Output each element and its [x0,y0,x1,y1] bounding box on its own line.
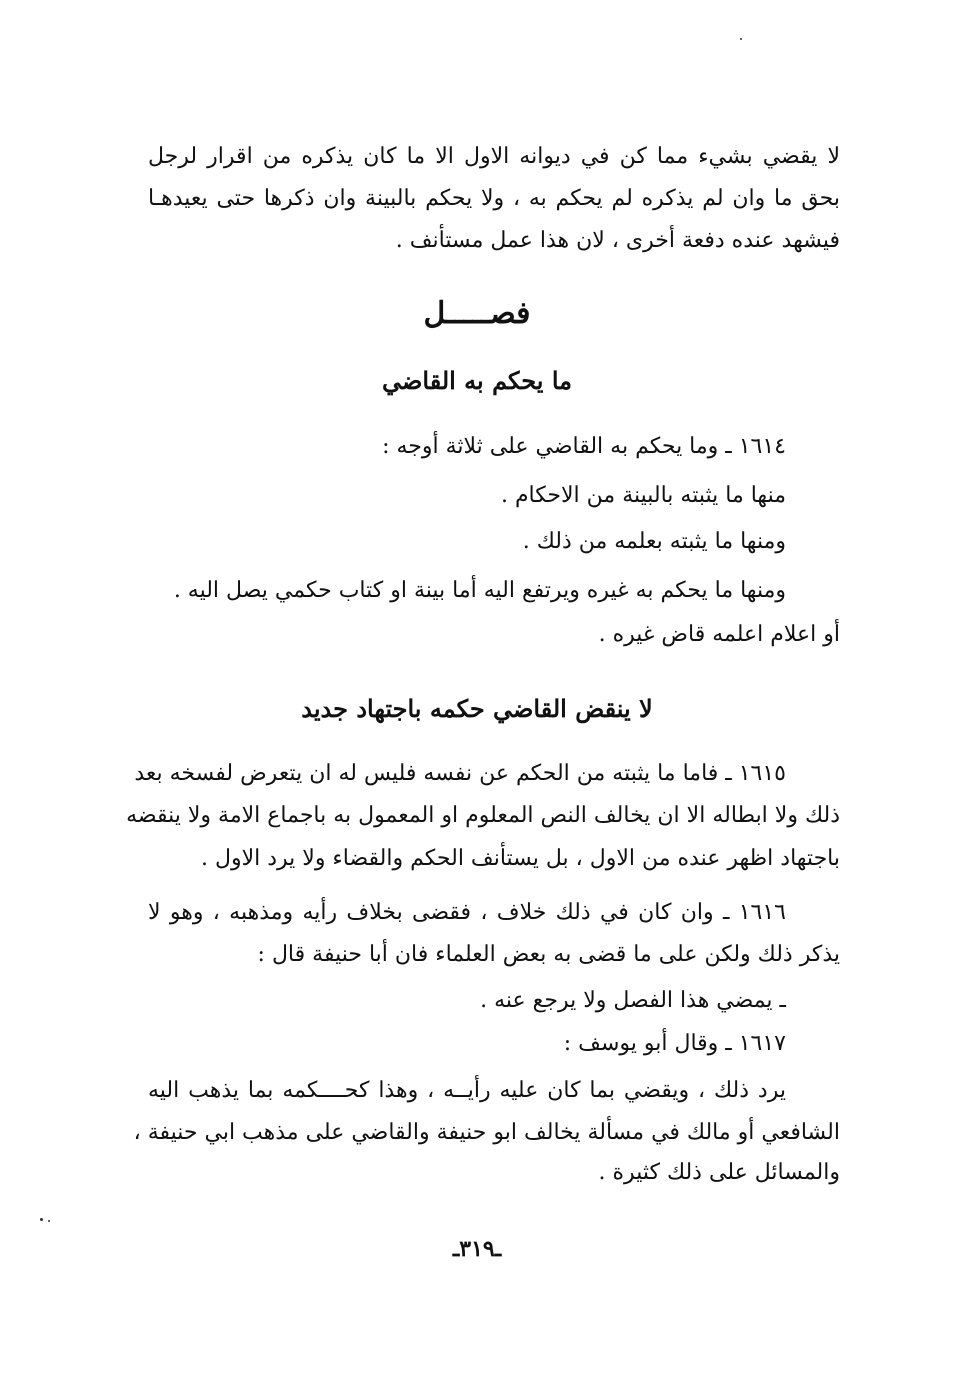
numbered-paragraph-start: ١٦١٦ ـ وان كان في ذلك خلاف ، فقضى بخلاف رأيه ومذهبه ، وهو لا [148,900,786,925]
subheading: ما يحكم به القاضي [382,366,572,395]
scan-speck [48,1220,50,1222]
text-line: ذلك ولا ابطاله الا ان يخالف النص المعلوم او المعمول به باجماع الامة ولا ينقضه [126,803,840,828]
section-heading: فصـــــل [423,296,531,331]
text-line: ومنها ما يحكم به غيره ويرتفع اليه أما بينة او كتاب حكمي يصل اليه . [173,578,786,603]
scan-speck [740,38,742,40]
text-line: ـ يمضي هذا الفصل ولا يرجع عنه . [480,988,786,1013]
text-line: ومنها ما يثبته بعلمه من ذلك . [522,529,786,554]
scan-speck [40,1218,43,1221]
text-line: باجتهاد اظهر عنده من الاول ، بل يستأنف الحكم والقضاء ولا يرد الاول . [200,846,840,871]
text-line: أو اعلام اعلمه قاض غيره . [598,622,840,647]
text-line: لا يقضي بشيء مما كن في ديوانه الاول الا ما كان يذكره من اقرار لرجل [148,144,840,169]
page-number: ـ٣١٩ـ [452,1236,502,1262]
numbered-paragraph-start: ١٦١٥ ـ فاما ما يثبته من الحكم عن نفسه فليس له ان يتعرض لفسخه بعد [134,761,786,786]
numbered-paragraph-start: ١٦١٧ ـ وقال أبو يوسف : [563,1031,786,1056]
text-line: يرد ذلك ، ويقضي بما كان عليه رأيــه ، وهذا كحــــكمه بما يذهب اليه [148,1078,786,1103]
text-line: فيشهد عنده دفعة أخرى ، لان هذا عمل مستأنف . [395,228,840,253]
text-line: يذكر ذلك ولكن على ما قضى به بعض العلماء فان أبا حنيفة قال : [257,942,840,967]
text-line: والمسائل على ذلك كثيرة . [598,1160,840,1185]
subheading: لا ينقض القاضي حكمه باجتهاد جديد [301,694,653,723]
text-line: بحق ما وان لم يذكره لم يحكم به ، ولا يحكم بالبينة وان ذكرها حتى يعيدهـا [148,186,840,211]
text-line: منها ما يثبته بالبينة من الاحكام . [500,483,786,508]
numbered-paragraph-start: ١٦١٤ ـ وما يحكم به القاضي على ثلاثة أوجه : [382,434,786,459]
text-line: الشافعي أو مالك في مسألة يخالف ابو حنيفة والقاضي على مذهب ابي حنيفة ، [133,1120,840,1145]
